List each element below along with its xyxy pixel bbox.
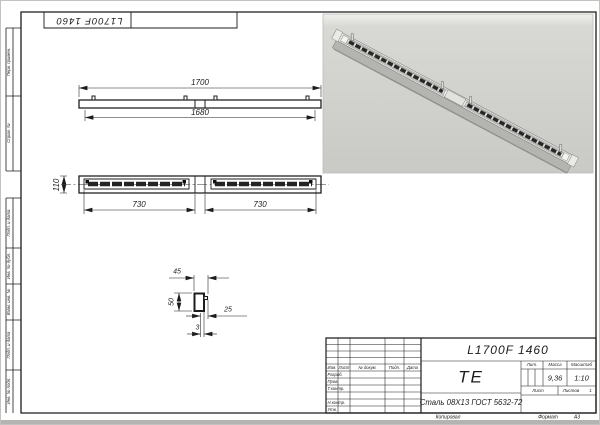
titleblock-sheet-label: Лист: [532, 387, 544, 393]
top-designation-label: L1700F 1460: [55, 14, 123, 26]
titleblock-col-izm: Изм.: [327, 364, 337, 370]
margin-label-sprav: Справ. №: [6, 123, 12, 143]
margin-label-vzam: Взам. инв. №: [6, 288, 12, 316]
dim-section-width: 45: [173, 268, 181, 275]
dim-section-thickness: 3: [195, 324, 200, 332]
dim-slot-right: 730: [253, 200, 267, 209]
titleblock-row-prov: Пров.: [327, 378, 339, 384]
format-label: Формат: [538, 414, 558, 420]
view-plan: [61, 176, 329, 193]
titleblock-material: Сталь 08Х13 ГОСТ 5632-72: [419, 398, 523, 408]
titleblock-lit-label: Лит.: [526, 361, 538, 367]
margin-label-inv-podl: Инв. № подл.: [6, 377, 12, 405]
drawing-linework: [1, 1, 600, 425]
margin-label-perv: Перв. примен.: [6, 47, 12, 77]
titleblock-col-data: Дата: [406, 364, 419, 370]
titleblock-name: ТЕ: [458, 367, 484, 386]
copied-label: Копировал: [435, 414, 461, 420]
view-section: [195, 294, 208, 312]
dimension-lines: [64, 88, 321, 334]
format-value: А3: [573, 414, 581, 420]
dim-overall-length: 1700: [191, 77, 209, 87]
titleblock-mass-label: Масса: [548, 361, 562, 367]
titleblock-designation: L1700F 1460: [467, 342, 549, 357]
extension-lines: [60, 85, 321, 337]
sheet-edge-shadow: [1, 420, 600, 424]
titleblock-scale-value: 1:10: [574, 372, 589, 382]
titleblock-row-tkontr: Т.контр.: [327, 385, 345, 391]
view-front-elevation: [79, 96, 321, 108]
margin-label-inv-dubl: Инв. № дубл.: [6, 252, 12, 280]
titleblock-col-list: Лист: [338, 364, 350, 370]
dim-section-height: 50: [168, 298, 175, 306]
titleblock-col-doc: № докум.: [358, 364, 377, 370]
titleblock-mass-value: 9,36: [547, 372, 563, 382]
margin-label-podp2: Подп. и дата: [6, 331, 12, 359]
dim-grate-length: 1680: [191, 107, 209, 117]
titleblock-scale-label: Масштаб: [570, 361, 593, 367]
margin-label-podp1: Подп. и дата: [6, 209, 12, 237]
render-3d-view: [323, 14, 593, 175]
dim-width: 110: [52, 178, 61, 191]
dim-slot-left: 730: [132, 200, 146, 209]
titleblock-row-nkontr: Н.контр.: [327, 399, 346, 405]
titleblock-sheets-count: 1: [589, 387, 592, 393]
titleblock-sheets-label: Листов: [562, 387, 580, 393]
titleblock-row-razrab: Разраб.: [327, 371, 343, 377]
titleblock-col-podp: Подп.: [388, 364, 401, 370]
dim-section-flange: 25: [224, 306, 232, 314]
titleblock-row-utv: Утв.: [327, 406, 338, 412]
